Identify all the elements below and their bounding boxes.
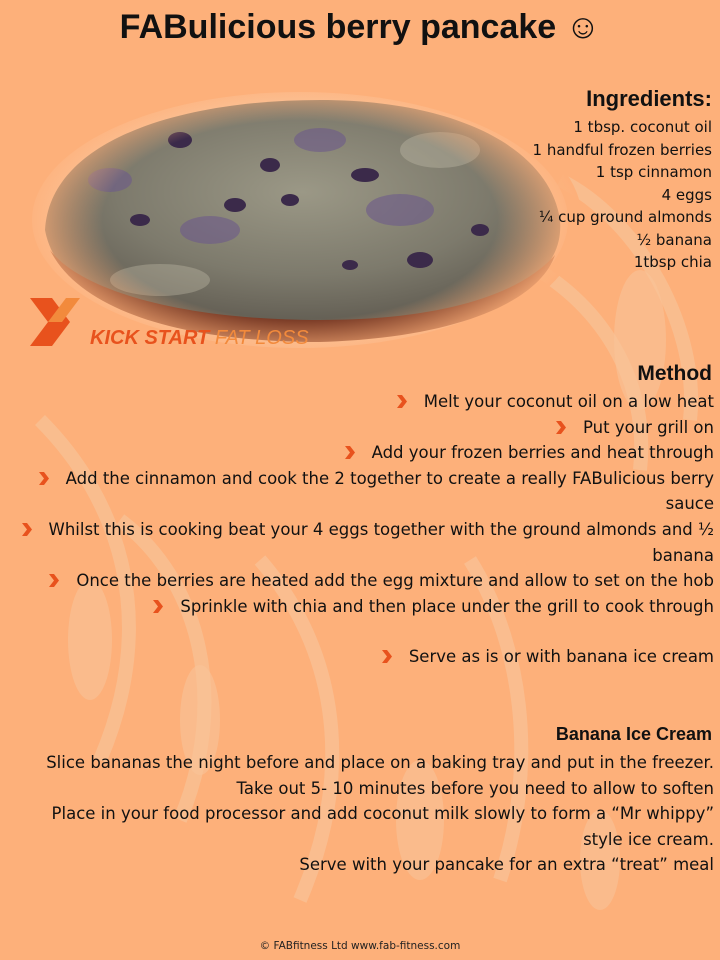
ice-cream-line: Take out 5- 10 minutes before you need to allow to soften bbox=[236, 778, 714, 798]
method-step bbox=[14, 415, 714, 441]
chevron-bullet-icon bbox=[153, 600, 166, 613]
brand-name bbox=[90, 327, 309, 350]
ingredient-item: 1 handful frozen berries bbox=[532, 140, 712, 159]
ingredient-item: 4 eggs bbox=[661, 185, 712, 204]
ingredient-item: ½ banana bbox=[636, 230, 712, 249]
ingredients-list bbox=[533, 116, 712, 274]
method-step-text: Sprinkle with chia and then place under the grill to cook through bbox=[180, 596, 714, 616]
ice-cream-line: style ice cream. bbox=[583, 829, 714, 849]
ice-cream-line: Place in your food processor and add coconut milk slowly to form a “Mr whippy” bbox=[51, 804, 714, 824]
method-step bbox=[14, 568, 714, 594]
method-step bbox=[14, 440, 714, 466]
method-step bbox=[14, 594, 714, 620]
method-step-text: Once the berries are heated add the egg mixture and allow to set on the hob bbox=[76, 571, 714, 591]
chevron-bullet-icon bbox=[49, 574, 62, 587]
ingredient-item: ¼ cup ground almonds bbox=[538, 208, 712, 226]
method-step-text: Add your frozen berries and heat through bbox=[371, 443, 714, 463]
chevron-bullet-icon bbox=[39, 472, 52, 485]
method-step-text: Whilst this is cooking beat your 4 eggs together with the ground almonds and ½ banana bbox=[48, 519, 714, 565]
method-step-text: Put your grill on bbox=[583, 417, 714, 437]
method-list bbox=[14, 389, 714, 670]
chevron-bullet-icon bbox=[382, 650, 395, 663]
brand-name-part2: FAT LOSS bbox=[209, 327, 309, 349]
method-step-text: Melt your coconut oil on a low heat bbox=[423, 392, 714, 411]
ice-cream-text bbox=[4, 750, 714, 878]
ice-cream-heading: Banana Ice Cream bbox=[555, 724, 712, 744]
ingredient-item: 1 tbsp. coconut oil bbox=[573, 118, 712, 136]
chevron-bullet-icon bbox=[397, 395, 410, 408]
method-heading: Method bbox=[637, 362, 712, 385]
method-step-text: Serve as is or with banana ice cream bbox=[408, 647, 714, 667]
ice-cream-line: Slice bananas the night before and place on a baking tray and put in the freezer. bbox=[46, 753, 714, 772]
ingredient-item: 1tbsp chia bbox=[633, 253, 712, 271]
page-title: FABulicious berry pancake ☺ bbox=[119, 8, 601, 46]
ingredients-heading: Ingredients: bbox=[586, 86, 712, 111]
method-step bbox=[14, 389, 714, 415]
method-step-text: Add the cinnamon and cook the 2 together to create a really FABulicious berry sauce bbox=[65, 468, 714, 514]
ingredient-item: 1 tsp cinnamon bbox=[595, 163, 712, 181]
method-step bbox=[14, 466, 714, 517]
ice-cream-line: Serve with your pancake for an extra “treat” meal bbox=[299, 855, 714, 875]
chevron-bullet-icon bbox=[345, 446, 358, 459]
method-step bbox=[14, 644, 714, 670]
chevron-bullet-icon bbox=[22, 523, 35, 536]
chevron-bullet-icon bbox=[556, 421, 569, 434]
method-step bbox=[14, 517, 714, 568]
copyright-footer: © FABfitness Ltd www.fab-fitness.com bbox=[259, 940, 461, 952]
brand-name-part1: KICK START bbox=[90, 327, 210, 349]
